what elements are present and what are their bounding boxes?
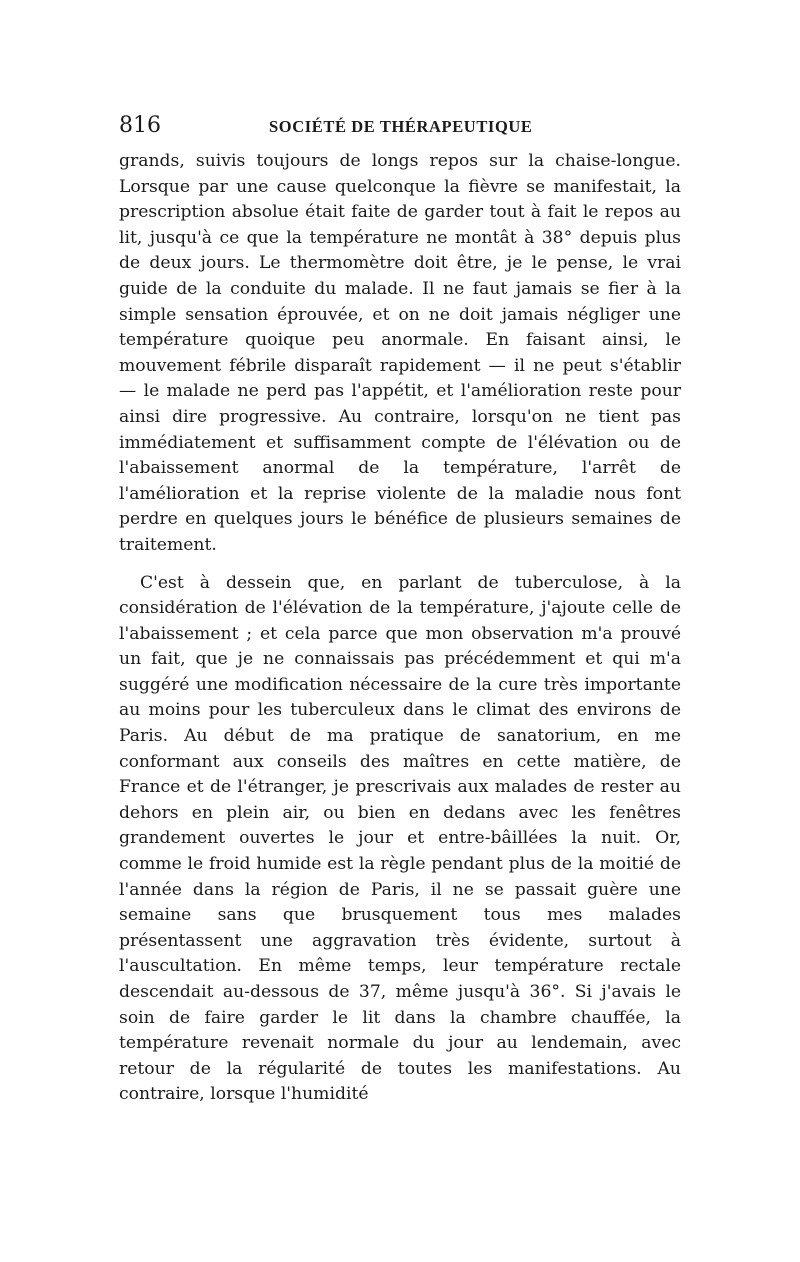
- page-number: 816: [119, 113, 161, 138]
- page-header: [119, 113, 679, 139]
- paragraph: C'est à dessein que, en parlant de tuberculose, à la considération de l'élévation de la température, j'ajoute celle de l'abaissement ; et cela parce que mon observation m'a prouvé un fait, que je ne connaissais pas précédemment et qui m'a suggéré une modification nécessaire de la cure très importante au moins pour les tuberculeux dans le climat des environs de Paris. Au début de ma pratique de sanatorium, en me conformant aux conseils des maîtres en cette matière, de France et de l'étranger, je prescrivais aux malades de rester au dehors en plein air, ou bien en dedans avec les fenêtres grandement ouvertes le jour et entre-bâillées la nuit. Or, comme le froid humide est la règle pendant plus de la moitié de l'année dans la région de Paris, il ne se passait guère une semaine sans que brusquement tous mes malades présentassent une aggravation très évidente, surtout à l'auscultation. En même temps, leur température rectale descendait au-dessous de 37, même jusqu'à 36°. Si j'avais le soin de faire garder le lit dans la chambre chauffée, la température revenait normale du jour au lendemain, avec retour de la régularité de toutes les manifestations. Au contraire, lorsque l'humidité: [119, 572, 681, 1105]
- body-text: [119, 149, 681, 1108]
- paragraph-continuation: grands, suivis toujours de longs repos sur la chaise-longue. Lorsque par une cause quelconque la fièvre se manifestait, la prescription absolue était faite de garder tout à fait le repos au lit, jusqu'à ce que la température ne montât à 38° depuis plus de deux jours. Le thermomètre doit être, je le pense, le vrai guide de la conduite du malade. Il ne faut jamais se fier à la simple sensation éprouvée, et on ne doit jamais négliger une température quoique peu anormale. En faisant ainsi, le mouvement fébrile disparaît rapidement — il ne peut s'établir — le malade ne perd pas l'appétit, et l'amélioration reste pour ainsi dire progressive. Au contraire, lorsqu'on ne tient pas immédiatement et suffisamment compte de l'élévation ou de l'abaissement anormal de la température, l'arrêt de l'amélioration et la reprise violente de la maladie nous font perdre en quelques jours le bénéfice de plusieurs semaines de traitement.: [119, 151, 681, 555]
- running-title: SOCIÉTÉ DE THÉRAPEUTIQUE: [269, 117, 533, 136]
